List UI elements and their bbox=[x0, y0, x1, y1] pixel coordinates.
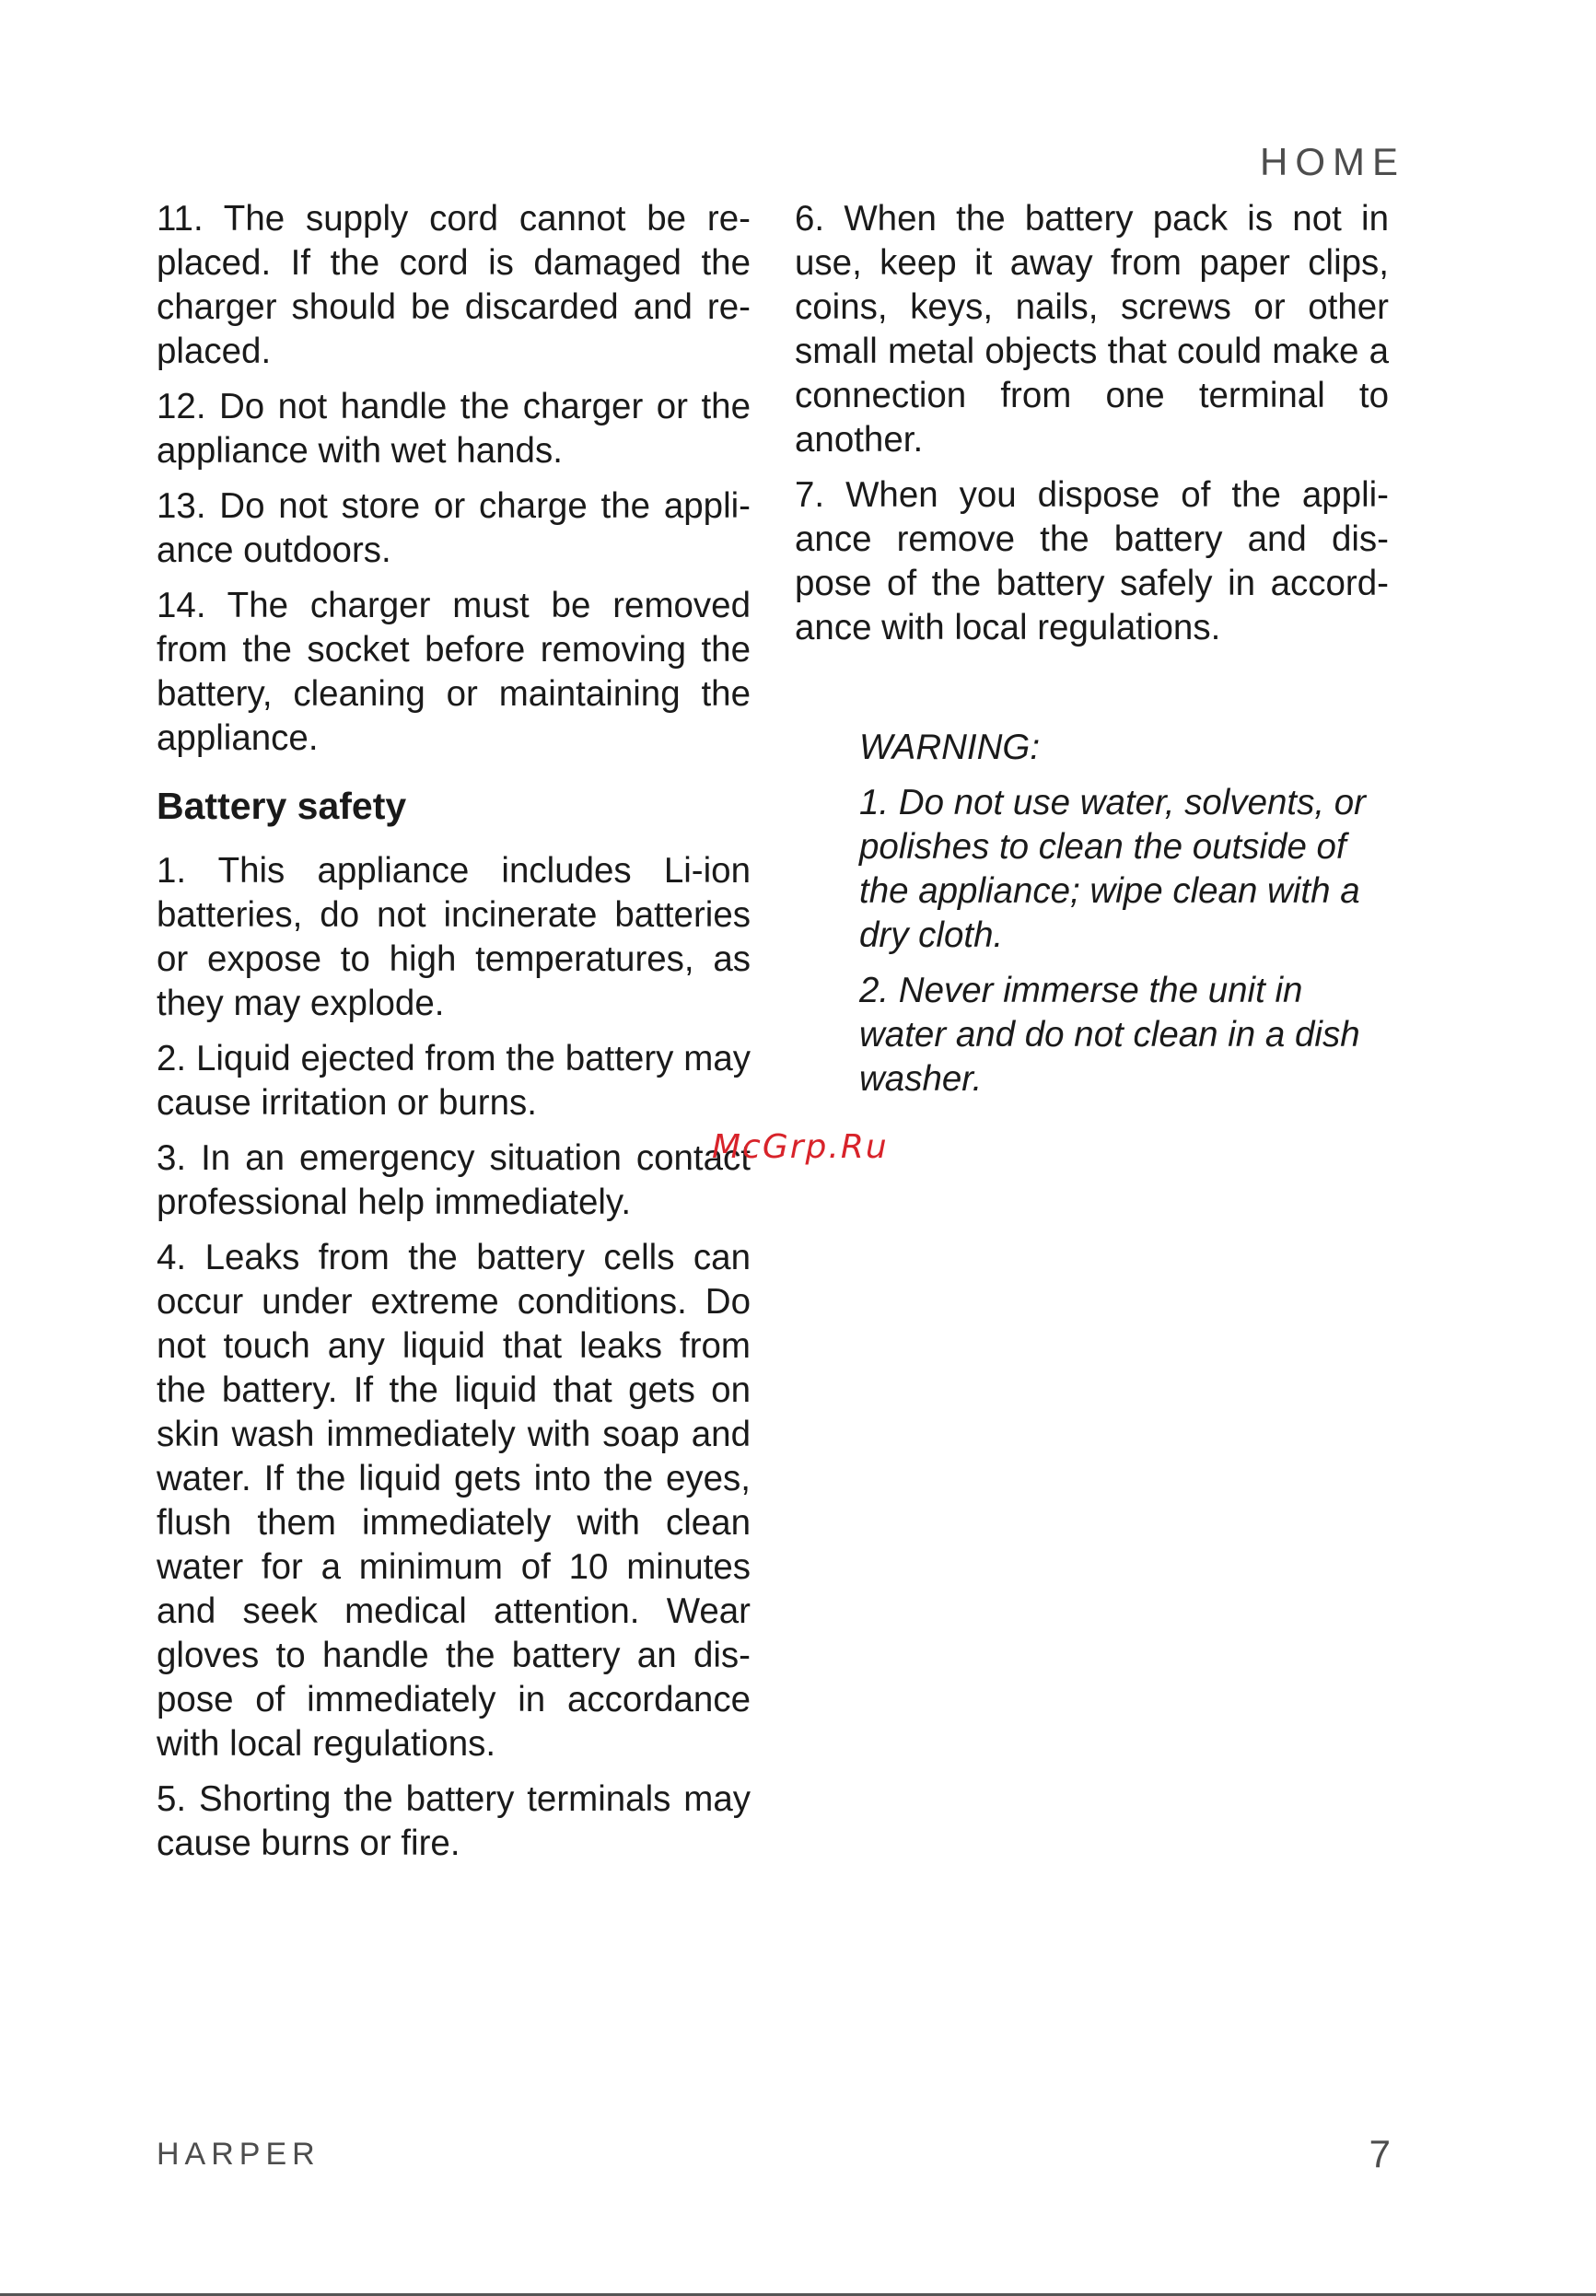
battery-paragraph-4: 4. Leaks from the battery cells can occur under extreme conditions. Do not touch any liquid that leaks from the battery. If the liquid that gets on skin wash immediately with soap and water. If the liquid gets into the eyes, flush them immediately with clean water for a minimum of 10 minutes and seek medical attention. Wear gloves to handle the battery an dis-pose of immediately in accordance with local regulations. bbox=[157, 1238, 751, 1764]
battery-paragraph-3: 3. In an emergency situation contact professional help immediately. bbox=[157, 1138, 751, 1222]
battery-safety-heading: Battery safety bbox=[157, 785, 407, 827]
left-paragraph-13: 13. Do not store or charge the appli-ance outdoors. bbox=[157, 486, 751, 570]
battery-paragraph-6: 6. When the battery pack is not in use, keep it away from paper clips, coins, keys, nails, screws or other small metal objects that could make a connection from one terminal to another. bbox=[795, 199, 1389, 460]
warning-title: WARNING: bbox=[859, 728, 1041, 767]
warning-box bbox=[859, 726, 1393, 1113]
home-logo bbox=[1260, 136, 1405, 183]
home-logo-text: HOME bbox=[1260, 140, 1405, 183]
battery-paragraph-2: 2. Liquid ejected from the battery may cause irritation or burns. bbox=[157, 1039, 751, 1123]
right-column bbox=[795, 197, 1389, 661]
harper-logo bbox=[157, 2137, 359, 2170]
battery-paragraph-5: 5. Shorting the battery terminals may cause burns or fire. bbox=[157, 1779, 751, 1863]
harper-logo-text: HARPER bbox=[157, 2137, 320, 2172]
page-number: 7 bbox=[1369, 2132, 1391, 2175]
warning-item-1: 1. Do not use water, solvents, or polishes to clean the outside of the appliance; wipe clean with a dry cloth. bbox=[859, 783, 1366, 955]
left-paragraph-12: 12. Do not handle the charger or the appliance with wet hands. bbox=[157, 387, 751, 471]
left-column bbox=[157, 197, 751, 1877]
left-paragraph-11: 11. The supply cord cannot be re-placed. If the cord is damaged the charger should be discarded and re-placed. bbox=[157, 199, 751, 371]
warning-item-2: 2. Never immerse the unit in water and do not clean in a dish washer. bbox=[859, 971, 1360, 1099]
watermark: McGrp.Ru bbox=[712, 1128, 889, 1166]
battery-paragraph-7: 7. When you dispose of the appli-ance remove the battery and dis-pose of the battery safely in accord-ance with local regulations. bbox=[795, 475, 1389, 647]
battery-paragraph-1: 1. This appliance includes Li-ion batteries, do not incinerate batteries or expose to high temperatures, as they may explode. bbox=[157, 851, 751, 1023]
left-paragraph-14: 14. The charger must be removed from the socket before removing the battery, cleaning or maintaining the appliance. bbox=[157, 586, 751, 758]
